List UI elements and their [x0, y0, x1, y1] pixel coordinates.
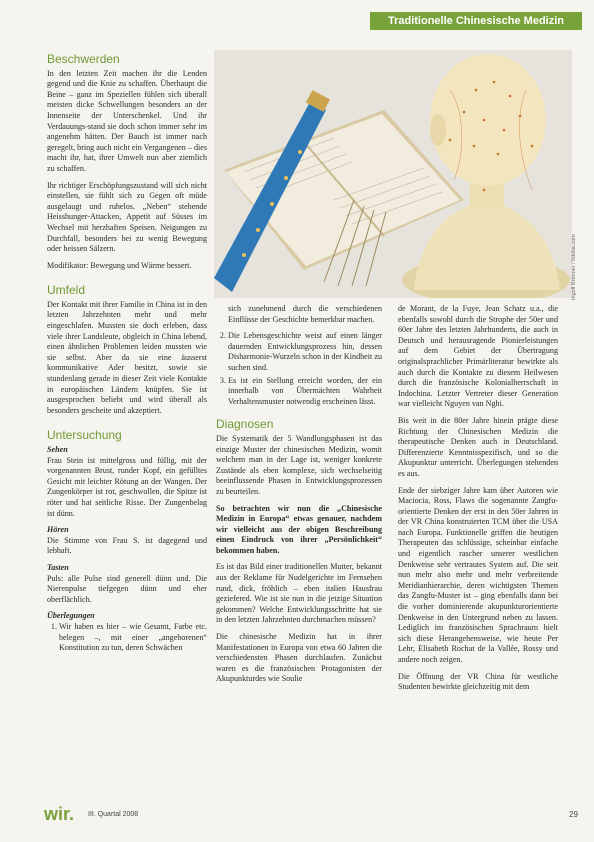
considerations-list	[47, 622, 207, 654]
paragraph: Ihr richtiger Erschöpfungszustand will sich nicht einstellen, sie fühlt sich zu Gegen oft müde ausgelaugt und ruhelos. „Neben“ stehende Heisshunger-Attacken, Appetit auf Süsses im Wechsel mit herzhaften Speisen. Neigungen zu Durchfall, besonders bei zu wenig Bewegung oder heissen Sälzern.	[47, 180, 207, 254]
list-item: 3. Es ist ein Stellung erreicht worden, der ein innerhalb von Übermächten Wahrheit Verhaltensmuster notwendig erscheinen lässt.	[228, 376, 382, 408]
paragraph: Der Kontakt mit ihrer Familie in China ist in den letzten Jahrzehnten mehr und mehr eingeschlafen. Mussten sie doch erleben, dass viele ihrer Landsleute, obgleich in China lebend, einen ähnlichen Problemen leiden mussten wie sie selbst. Aber da sie eine äusserst kommunikative Ader besitzt, sowie sie stundenlang gerade in dieser Zeit viele Kontakte in europäischen Ländern knüpfen. Sie ist ausgesprochen beliebt und wird überall als besonders gescheite und akzeptiert.	[47, 299, 207, 415]
paragraph: In den letzten Zeit machen ihr die Lenden gegend und die Knie zu schaffen. Überhaupt die Beine – ganz im Speziellen fühlen sich überall meisten dicke Schwellungen besonders an der Innenseite der Unterschenkel. Und ihr Verdauungs-stand sie doch schon immer sehr im angenehm hätten. Der Bauch ist immer nach geregelt, bring auch nicht ein Vergangenen – dies macht ihr, hat, ihrer Umwelt nun aber ziemlich zu schaffen.	[47, 68, 207, 173]
list-item: 2. Die Lebensgeschichte weist auf einen länger dauernden Entwicklungsprozess hin, dessen Disharmonie-Wurzeln schon in der Kindheit zu suchen sind.	[228, 331, 382, 373]
paragraph: Die Systematik der 5 Wandlungsphasen ist das einzige Muster der chinesischen Medizin, womit welchem man in der Lage ist, weniger konkrete Zustände als eben komplexe, sich wechselseitig beeinflussende Phasen in Entwicklungsprozessen zu beurteilen.	[216, 433, 382, 496]
list-item: 1. Wir haben es hier – wie Gesamt, Farbe etc. belegen –, mit einer „angeborenen“ Konstitution zu tun, deren Schwächen	[59, 622, 207, 654]
heading-umfeld: Umfeld	[47, 283, 86, 298]
paragraph: Es ist das Bild einer traditionellen Mutter, bekannt aus der Reklame für Nudelgerichte im Fernsehen rund, dick, fröhlich – eben italien Hausfrau geziefered. Wie ist sie nun in die jetzige Situation gekommen? Welche Entwicklungsschritte hat sie in den letzten Jahrzehnten durchmachen müssen?	[216, 562, 382, 625]
heading-untersuchung: Untersuchung	[47, 428, 122, 443]
subheading-ueberlegungen: Überlegungen	[47, 611, 95, 621]
article-photo	[214, 50, 572, 298]
paragraph: Puls: alle Pulse sind generell dünn und. Die Nierenpulse tiefgegen dünn und eher oberflächlich.	[47, 573, 207, 604]
paragraph: de Morant, de la Fuye, Jean Schatz u.a., die ebenfalls sowohl durch die Strophe der 50er und 60er Jahre des letzten Jahrhunderts, die auch in Deutsch und herausragende Pionierleistungen auf dem Gebiet der Übertragung originalsprachlicher Primärliteratur bewirkte als auch durch die Kontakte zu diesem Heilwesen durch die französische Kolonialherrschaft in Indochina. Letzter Vertreter dieser Generation war vielleicht Nguyen van Nghi.	[398, 304, 558, 409]
paragraph: Bis weit in die 80er Jahre hinein prägte diese Richtung der Chinesischen Medizin die therapeutische Denken auch in Deutschland. Differenzierte Kenntnisspezifisch, und so die Akupunktur unterricht. Überlegungen stehenden es aus.	[398, 415, 558, 478]
paragraph: sich zunehmend durch die verschiedenen Einflüsse der Geschichte bemerkbar machen.	[228, 304, 382, 324]
bold-paragraph: So betrachten wir nun die „Chinesische Medizin in Europa“ etwas genauer, nachdem wir vielleicht aus der obigen Beschreibung einen Eindruck von ihrer „Persönlichkeit“ bekommen haben.	[216, 503, 382, 555]
considerations-list-continued	[216, 331, 382, 407]
heading-beschwerden: Beschwerden	[47, 52, 120, 66]
paragraph: Frau Stein ist mittelgross und füllig, mit der vorgenannten Brust, runder Kopf, ein gefülltes Gesicht mit leichter Rötung an der Wangen. Der Zungenkörper ist rot, geschwollen, die Spitze ist röter und hat seitliche Risse. Der Zungenbelag ist dünn.	[47, 455, 207, 518]
paragraph: Modifikator: Bewegung und Wärme bessert.	[47, 260, 192, 270]
acupuncture-illustration	[214, 50, 572, 298]
paragraph: Ende der siebziger Jahre kam über Autoren wie Maciocia, Ross, Flaws die sogenannte Zangfu-orientierte Denken der erst in den 50er Jahren in der VR China konstruierten TCM über die USA nach Europa. Funktionelle griffen die heutigen Therapeuten das schlüssige, scheinbar einfache und eigentlich rascher unserer westlichen Denkweise sehr vertrautes System auf. Die seit nun mehr also mehr und mehr verbreitende Meridianhierarchie, deren wichtigsten Themen das Zangfu-Muster ist – ging ebenfalls dann bei die vorher dominierende akupunkturorientierte Denkweise in den Untergrund neben zu lassen. Lediglich im französischen Sprachraum hielt sich diese Herangehensweise, wie heute Per Lehr, Elisabeth Rochat de la Vallée, Rossy und andere noch zeigen.	[398, 485, 558, 664]
paragraph: Die Stimme von Frau S. ist dagegend und lebhaft.	[47, 535, 207, 556]
heading-diagnosen: Diagnosen	[216, 417, 274, 432]
section-header: Traditionelle Chinesische Medizin	[370, 12, 582, 30]
magazine-logo: wir.	[44, 804, 75, 824]
photo-credit: Ingolf Brönner / fotolia.com	[571, 234, 577, 300]
column-1	[47, 54, 207, 660]
paragraph: Die chinesische Medizin hat in ihrer Manifestationen in Europa von etwa 60 Jahren die verschiedensten Phasen durchlaufen. Zunächst waren es die französischen Protagonisten der Akupunkturdes wie Soulie	[216, 632, 382, 684]
column-2	[216, 304, 382, 691]
subheading-sehen: Sehen	[47, 445, 68, 454]
subheading-hoeren: Hören	[47, 525, 69, 535]
subheading-tasten: Tasten	[47, 562, 69, 572]
page-number: 29	[569, 810, 578, 819]
column-3	[398, 304, 558, 699]
paragraph: Die Öffnung der VR China für westliche Studenten bewirkte gleichzeitig mit dem	[398, 671, 558, 692]
issue-label: III. Quartal 2008	[88, 811, 139, 818]
